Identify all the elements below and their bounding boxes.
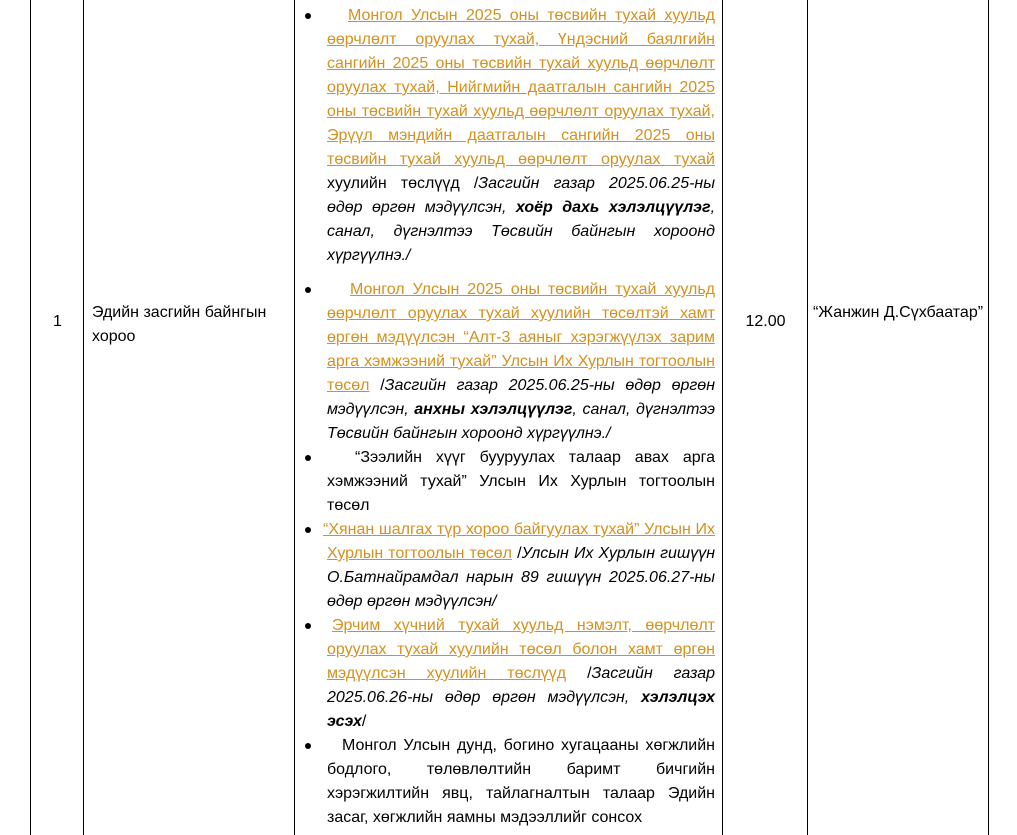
agenda-list — [323, 4, 716, 830]
agenda-item-link[interactable]: Монгол Улсын 2025 оны төсвийн тухай хуульд өөрчлөлт оруулах тухай хуулийн төсөлтэй хамт өргөн мэдүүлсэн “Алт-3 аяныг хэрэгжүүлэх зарим арга хэмжээний тухай” Улсын Их Хурлын тогтоолын төсөл — [327, 281, 715, 394]
agenda-item-link[interactable]: Монгол Улсын 2025 оны төсвийн тухай хуульд өөрчлөлт оруулах тухай, Үндэсний баялгийн сангийн 2025 оны төсвийн тухай хуульд өөрчлөлт оруулах тухай, Нийгмийн даатгалын сангийн 2025 оны төсвийн тухай хуульд өөрчлөлт оруулах тухай, Эрүүл мэндийн даатгалын сангийн 2025 оны төсвийн тухай хуульд өөрчлөлт оруулах тухай — [327, 7, 715, 168]
bullet-icon — [305, 455, 311, 461]
table-divider-4 — [807, 0, 808, 835]
meeting-time: 12.00 — [745, 313, 786, 330]
agenda-item-text: “Зээлийн хүүг бууруулах талаар авах арга хэмжээний тухай” Улсын Их Хурлын тогтоолын төсөл — [327, 449, 715, 514]
table-divider-1 — [83, 0, 84, 835]
agenda-item-note: Засгийн газар 2025.06.25-ны өдөр өргөн мэдүүлсэн, — [327, 175, 715, 216]
agenda-item-note: Засгийн газар 2025.06.25-ны өдөр өргөн мэдүүлсэн, — [327, 377, 716, 418]
agenda-item-stage: хэлэлцэх эсэх — [327, 689, 715, 730]
table-border-left — [30, 0, 31, 835]
bullet-icon — [305, 743, 311, 749]
agenda-item-stage: анхны хэлэлцүүлэг — [414, 401, 573, 418]
agenda-item — [327, 4, 715, 268]
organization-name: Эдийн засгийн байнгын хороо — [92, 304, 267, 345]
agenda-item-text: / — [512, 545, 522, 562]
agenda-item-text: / — [566, 665, 592, 682]
meeting-room: “Жанжин Д.Сүхбаатар” — [812, 304, 984, 321]
agenda-item-note: Улсын Их Хурлын гишүүн О.Батнайрамдал нарын 89 гишүүн 2025.06.27-ны өдөр өргөн мэдүүлсэн/ — [327, 545, 715, 610]
agenda-item — [327, 278, 715, 446]
bullet-icon — [305, 623, 311, 629]
agenda-item-text: / — [369, 377, 385, 394]
agenda-item-note-end: , санал, дүгнэлтээ Төсвийн байнгын хороонд хүргүүлнэ./ — [327, 401, 715, 442]
agenda-item — [327, 614, 715, 734]
table-divider-3 — [722, 0, 723, 835]
agenda-item-text: хуулийн төслүүд / — [327, 175, 479, 192]
agenda-item — [323, 518, 715, 614]
agenda-item-link[interactable]: “Хянан шалгах түр хороо байгуулах тухай” Улсын Их Хурлын тогтоолын төсөл — [323, 521, 715, 562]
bullet-icon — [305, 13, 311, 19]
agenda-item-note-end: , санал, дүгнэлтээ Төсвийн байнгын хороонд хүргүүлнэ./ — [327, 199, 716, 264]
bullet-icon — [305, 287, 311, 293]
table-border-right — [988, 0, 989, 835]
agenda-item-text: Монгол Улсын дунд, богино хугацааны хөгжлийн бодлого, төлөвлөлтийн баримт бичгийн хэрэгжилтийн явц, тайлагналтын талаар Эдийн засаг, хөгжлийн яамны мэдээллийг сонсох — [327, 737, 715, 826]
agenda-item — [327, 734, 715, 830]
row-number: 1 — [53, 313, 62, 330]
agenda-item — [327, 446, 715, 518]
agenda-item-note-end: / — [361, 713, 367, 730]
agenda-item-link[interactable]: Эрчим хүчний тухай хуульд нэмэлт, өөрчлөлт оруулах тухай хуулийн төсөл болон хамт өргөн мэдүүлсэн хуулийн төслүүд — [327, 617, 715, 682]
agenda-item-stage: хоёр дахь хэлэлцүүлэг — [515, 199, 711, 216]
agenda-item-note: Засгийн газар 2025.06.26-ны өдөр өргөн мэдүүлсэн, — [327, 665, 715, 706]
table-divider-2 — [294, 0, 295, 835]
bullet-icon — [305, 527, 311, 533]
